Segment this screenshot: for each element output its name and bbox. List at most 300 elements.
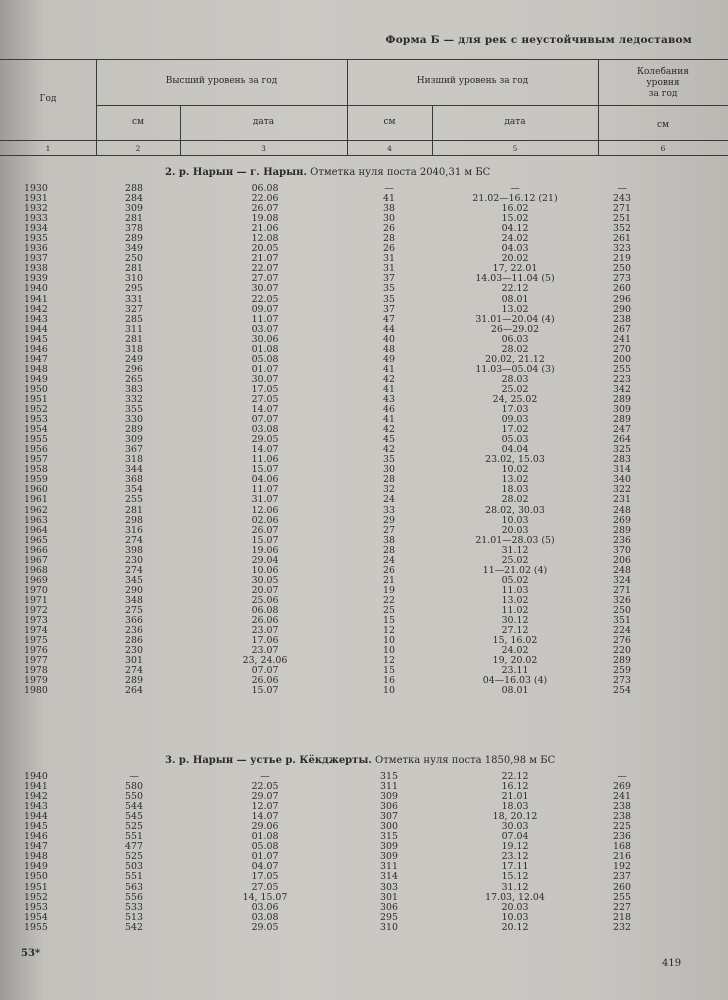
max-level-cm-cell: 301 (125, 655, 143, 667)
min-level-cm-cell: 41 (383, 363, 395, 375)
max-level-date-cell: 21.06 (251, 223, 279, 235)
min-level-date-cell: 20.02 (501, 253, 529, 265)
max-level-date-cell: 15.07 (251, 534, 279, 546)
max-level-cm-cell: 281 (125, 263, 143, 275)
max-level-date-cell: 05.08 (251, 841, 279, 853)
max-level-date-cell: 07.07 (251, 414, 279, 426)
amplitude-cm-cell: 241 (613, 333, 631, 345)
year-cell: 1935 (24, 233, 48, 245)
max-level-date-cell: 01.07 (251, 363, 279, 375)
min-level-cm-cell: 40 (383, 333, 395, 345)
max-level-date-cell: 06.08 (251, 183, 279, 194)
min-level-date-cell: 10.02 (501, 464, 529, 476)
max-level-cm-cell: 309 (125, 203, 143, 215)
min-level-cm-cell: 38 (383, 203, 395, 215)
min-level-cm-cell: 37 (383, 273, 395, 285)
max-level-date-cell: 11.07 (251, 484, 279, 496)
min-level-cm-cell: 26 (383, 243, 395, 255)
min-level-date-cell: 04.03 (501, 243, 529, 255)
max-level-cm-cell: 477 (125, 841, 143, 853)
year-cell: 1940 (24, 771, 48, 782)
min-level-date-cell: 16.02 (501, 203, 529, 215)
min-level-date-cell: 06.03 (501, 333, 529, 345)
max-level-date-cell: 23.07 (251, 645, 279, 657)
min-level-cm-cell: 295 (380, 911, 398, 923)
col-number: 6 (660, 144, 666, 153)
min-level-date-cell: 16.12 (501, 781, 529, 793)
max-level-cm-cell: 513 (125, 911, 143, 923)
max-level-date-cell: 23.07 (251, 625, 279, 637)
min-level-cm-cell: 29 (383, 514, 395, 526)
amplitude-cm-cell: 260 (613, 881, 631, 893)
min-level-cm-cell: 35 (383, 283, 395, 295)
year-cell: 1947 (24, 841, 48, 853)
min-level-date-cell: 15.12 (501, 871, 529, 883)
min-level-date-cell: 17.11 (501, 861, 529, 873)
min-level-cm-cell: 303 (380, 881, 398, 893)
max-level-date-cell: 11.07 (251, 313, 279, 325)
amplitude-cm-cell: 273 (613, 675, 631, 687)
min-level-date-cell: — (510, 183, 520, 194)
max-level-cm-cell: 354 (125, 484, 143, 496)
min-level-cm-cell: 12 (383, 625, 395, 637)
max-level-date-cell: 27.05 (251, 393, 279, 405)
year-cell: 1947 (24, 353, 48, 365)
amplitude-cm-cell: 227 (613, 901, 631, 913)
max-level-date-cell: 12.06 (251, 504, 279, 516)
year-cell: 1958 (24, 464, 48, 476)
min-level-date-cell: 04.04 (501, 444, 529, 456)
max-level-cm-cell: 398 (125, 544, 143, 556)
min-level-cm-cell: 49 (383, 353, 395, 365)
max-level-cm-cell: 281 (125, 213, 143, 225)
amplitude-cm-cell: 224 (613, 625, 631, 637)
max-level-cm-cell: 289 (125, 424, 143, 436)
max-level-cm-cell: 274 (125, 665, 143, 677)
year-cell: 1941 (24, 293, 48, 305)
amplitude-cm-cell: 216 (613, 851, 631, 863)
min-level-date-cell: 10.03 (501, 911, 529, 923)
min-level-date-cell: 22.12 (501, 771, 529, 782)
max-level-date-cell: 22.05 (251, 781, 279, 793)
year-cell: 1953 (24, 414, 48, 426)
year-cell: 1945 (24, 333, 48, 345)
min-level-date-cell: 15.02 (501, 213, 529, 225)
year-cell: 1954 (24, 911, 48, 923)
max-level-cm-cell: 281 (125, 333, 143, 345)
max-level-date-cell: 04.07 (251, 861, 279, 873)
min-level-cm-cell: — (384, 183, 394, 194)
max-level-date-cell: 04.06 (251, 474, 279, 486)
min-level-cm-cell: 311 (380, 861, 398, 873)
min-level-cm-cell: 311 (380, 781, 398, 793)
amplitude-cm-cell: 219 (613, 253, 631, 265)
max-level-date-cell: 17.05 (251, 871, 279, 883)
max-level-date-cell: 14.07 (251, 444, 279, 456)
min-level-date-cell: 04.12 (501, 223, 529, 235)
min-level-date-cell: 07.04 (501, 831, 529, 843)
min-level-date-cell: 22.12 (501, 283, 529, 295)
header-sm-min: см (383, 117, 396, 127)
col-divider (96, 59, 97, 155)
min-level-cm-cell: 15 (383, 665, 395, 677)
max-level-cm-cell: 274 (125, 564, 143, 576)
min-level-cm-cell: 41 (383, 414, 395, 426)
min-level-date-cell: 17.03, 12.04 (485, 891, 545, 903)
table-row (0, 923, 728, 933)
min-level-cm-cell: 22 (383, 594, 395, 606)
header-date-min: дата (504, 117, 526, 127)
amplitude-cm-cell: 340 (613, 474, 631, 486)
min-level-cm-cell: 35 (383, 293, 395, 305)
year-cell: 1964 (24, 524, 48, 536)
amplitude-cm-cell: 322 (613, 484, 631, 496)
min-level-date-cell: 31.01—20.04 (4) (475, 313, 555, 325)
amplitude-cm-cell: 238 (613, 801, 631, 813)
year-cell: 1980 (24, 685, 48, 697)
min-level-date-cell: 28.02, 30.03 (485, 504, 545, 516)
year-cell: 1962 (24, 504, 48, 516)
max-level-date-cell: 26.06 (251, 675, 279, 687)
min-level-date-cell: 20.03 (501, 524, 529, 536)
max-level-cm-cell: — (129, 771, 139, 782)
header-year: Год (39, 94, 57, 104)
max-level-date-cell: 23, 24.06 (242, 655, 288, 667)
max-level-date-cell: 11.06 (251, 454, 279, 466)
min-level-date-cell: 21.01 (501, 791, 529, 803)
max-level-cm-cell: 550 (125, 791, 143, 803)
min-level-date-cell: 18.03 (501, 801, 529, 813)
max-level-cm-cell: 580 (125, 781, 143, 793)
amplitude-cm-cell: 323 (613, 243, 631, 255)
min-level-date-cell: 13.02 (501, 474, 529, 486)
year-cell: 1971 (24, 594, 48, 606)
max-level-date-cell: 03.08 (251, 424, 279, 436)
min-level-cm-cell: 306 (380, 901, 398, 913)
max-level-date-cell: 14.07 (251, 404, 279, 416)
max-level-cm-cell: 330 (125, 414, 143, 426)
min-level-date-cell: 15, 16.02 (492, 635, 538, 647)
min-level-cm-cell: 31 (383, 263, 395, 275)
max-level-cm-cell: 366 (125, 615, 143, 627)
min-level-date-cell: 24.02 (501, 233, 529, 245)
min-level-cm-cell: 30 (383, 213, 395, 225)
max-level-cm-cell: 316 (125, 524, 143, 536)
min-level-cm-cell: 42 (383, 424, 395, 436)
year-cell: 1951 (24, 881, 48, 893)
max-level-date-cell: 15.07 (251, 464, 279, 476)
max-level-cm-cell: 275 (125, 604, 143, 616)
min-level-date-cell: 31.12 (501, 544, 529, 556)
max-level-cm-cell: 383 (125, 383, 143, 395)
max-level-date-cell: 17.05 (251, 383, 279, 395)
max-level-date-cell: 02.06 (251, 514, 279, 526)
min-level-cm-cell: 28 (383, 233, 395, 245)
min-level-cm-cell: 31 (383, 253, 395, 265)
col-number: 1 (45, 144, 51, 153)
amplitude-cm-cell: 237 (613, 871, 631, 883)
year-cell: 1966 (24, 544, 48, 556)
amplitude-cm-cell: 370 (613, 544, 631, 556)
max-level-cm-cell: 289 (125, 675, 143, 687)
year-cell: 1943 (24, 801, 48, 813)
min-level-date-cell: 11—21.02 (4) (482, 564, 548, 576)
max-level-cm-cell: 290 (125, 584, 143, 596)
amplitude-cm-cell: 231 (613, 494, 631, 506)
max-level-date-cell: 06.08 (251, 604, 279, 616)
header-sm-max: см (131, 117, 145, 127)
amplitude-cm-cell: 241 (613, 791, 631, 803)
min-level-date-cell: 30.12 (501, 615, 529, 627)
max-level-date-cell: 01.08 (251, 343, 279, 355)
year-cell: 1952 (24, 404, 48, 416)
year-cell: 1967 (24, 554, 48, 566)
amplitude-cm-cell: 314 (613, 464, 631, 476)
year-cell: 1970 (24, 584, 48, 596)
max-level-cm-cell: 284 (125, 193, 143, 205)
max-level-cm-cell: 544 (125, 801, 143, 813)
max-level-date-cell: 15.07 (251, 685, 279, 697)
amplitude-cm-cell: 255 (613, 891, 631, 903)
min-level-date-cell: 17.03 (501, 404, 529, 416)
header-bottom-rule (0, 155, 728, 156)
max-level-date-cell: 19.06 (251, 544, 279, 556)
min-level-date-cell: 14.03—11.04 (5) (475, 273, 555, 285)
max-level-cm-cell: 348 (125, 594, 143, 606)
max-level-cm-cell: 327 (125, 303, 143, 315)
year-cell: 1945 (24, 821, 48, 833)
year-cell: 1944 (24, 323, 48, 335)
signature-mark: 53* (21, 948, 41, 959)
min-level-cm-cell: 37 (383, 303, 395, 315)
year-cell: 1950 (24, 871, 48, 883)
year-cell: 1965 (24, 534, 48, 546)
min-level-cm-cell: 309 (380, 841, 398, 853)
year-cell: 1942 (24, 303, 48, 315)
max-level-cm-cell: 274 (125, 534, 143, 546)
year-cell: 1931 (24, 193, 48, 205)
amplitude-cm-cell: 218 (613, 911, 631, 923)
min-level-date-cell: 25.02 (501, 383, 529, 395)
min-level-cm-cell: 309 (380, 851, 398, 863)
amplitude-cm-cell: 243 (613, 193, 631, 205)
min-level-date-cell: 18, 20.12 (492, 811, 538, 823)
min-level-date-cell: 21.01—28.03 (5) (475, 534, 555, 546)
min-level-date-cell: 27.12 (501, 625, 529, 637)
header-amplitude-line3: за год (648, 89, 678, 99)
max-level-date-cell: 14.07 (251, 811, 279, 823)
min-level-cm-cell: 19 (383, 584, 395, 596)
max-level-date-cell: 26.07 (251, 203, 279, 215)
max-level-cm-cell: 311 (125, 323, 143, 335)
min-level-date-cell: 17.02 (501, 424, 529, 436)
amplitude-cm-cell: 324 (613, 574, 631, 586)
max-level-cm-cell: 309 (125, 434, 143, 446)
amplitude-cm-cell: 225 (613, 821, 631, 833)
header-amplitude-line2: уровня (646, 78, 680, 88)
amplitude-cm-cell: 270 (613, 343, 631, 355)
min-level-date-cell: 30.03 (501, 821, 529, 833)
min-level-cm-cell: 300 (380, 821, 398, 833)
max-level-cm-cell: 525 (125, 821, 143, 833)
amplitude-cm-cell: 238 (613, 811, 631, 823)
year-cell: 1973 (24, 615, 48, 627)
amplitude-cm-cell: 271 (613, 203, 631, 215)
amplitude-cm-cell: 342 (613, 383, 631, 395)
amplitude-cm-cell: — (617, 771, 627, 782)
amplitude-cm-cell: 273 (613, 273, 631, 285)
amplitude-cm-cell: 254 (613, 685, 631, 697)
amplitude-cm-cell: 236 (613, 831, 631, 843)
amplitude-cm-cell: 248 (613, 564, 631, 576)
year-cell: 1942 (24, 791, 48, 803)
col-number: 3 (261, 144, 266, 153)
min-level-cm-cell: 28 (383, 544, 395, 556)
year-cell: 1976 (24, 645, 48, 657)
min-level-date-cell: 26—29.02 (490, 323, 540, 335)
min-level-cm-cell: 35 (383, 454, 395, 466)
header-num-rule (0, 140, 728, 141)
col-number: 2 (135, 144, 141, 153)
max-level-cm-cell: 551 (125, 871, 143, 883)
max-level-cm-cell: 563 (125, 881, 143, 893)
header-sm-amp: см (656, 120, 670, 130)
amplitude-cm-cell: 168 (613, 841, 631, 853)
year-cell: 1937 (24, 253, 48, 265)
year-cell: 1961 (24, 494, 48, 506)
amplitude-cm-cell: 267 (613, 323, 631, 335)
min-level-date-cell: 05.03 (501, 434, 529, 446)
year-cell: 1948 (24, 851, 48, 863)
header-min-level: Низший уровень за год (416, 76, 529, 86)
amplitude-cm-cell: 250 (613, 604, 631, 616)
table-row (0, 686, 728, 696)
amplitude-cm-cell: 247 (613, 424, 631, 436)
min-level-cm-cell: 310 (380, 921, 398, 933)
min-level-cm-cell: 301 (380, 891, 398, 903)
amplitude-cm-cell: 223 (613, 373, 631, 385)
amplitude-cm-cell: 269 (613, 781, 631, 793)
max-level-cm-cell: 345 (125, 574, 143, 586)
max-level-date-cell: 22.06 (251, 193, 279, 205)
max-level-date-cell: 27.05 (251, 881, 279, 893)
amplitude-cm-cell: 289 (613, 414, 631, 426)
min-level-cm-cell: 24 (383, 554, 395, 566)
max-level-date-cell: 29.05 (251, 921, 279, 933)
max-level-date-cell: 03.08 (251, 911, 279, 923)
min-level-cm-cell: 46 (383, 404, 395, 416)
max-level-date-cell: 30.07 (251, 283, 279, 295)
max-level-cm-cell: 288 (125, 183, 143, 194)
amplitude-cm-cell: 269 (613, 514, 631, 526)
amplitude-cm-cell: 260 (613, 283, 631, 295)
max-level-date-cell: 22.05 (251, 293, 279, 305)
min-level-cm-cell: 27 (383, 524, 395, 536)
max-level-cm-cell: 250 (125, 253, 143, 265)
amplitude-cm-cell: 352 (613, 223, 631, 235)
max-level-cm-cell: 332 (125, 393, 143, 405)
max-level-date-cell: 27.07 (251, 273, 279, 285)
max-level-cm-cell: 264 (125, 685, 143, 697)
year-cell: 1948 (24, 363, 48, 375)
max-level-cm-cell: 367 (125, 444, 143, 456)
year-cell: 1978 (24, 665, 48, 677)
max-level-cm-cell: 551 (125, 831, 143, 843)
year-cell: 1949 (24, 373, 48, 385)
amplitude-cm-cell: 255 (613, 363, 631, 375)
min-level-cm-cell: 26 (383, 223, 395, 235)
min-level-cm-cell: 306 (380, 801, 398, 813)
year-cell: 1932 (24, 203, 48, 215)
amplitude-cm-cell: 264 (613, 434, 631, 446)
year-cell: 1946 (24, 831, 48, 843)
max-level-cm-cell: 318 (125, 343, 143, 355)
max-level-cm-cell: 331 (125, 293, 143, 305)
year-cell: 1934 (24, 223, 48, 235)
max-level-date-cell: 31.07 (251, 494, 279, 506)
max-level-cm-cell: 249 (125, 353, 143, 365)
max-level-date-cell: 29.07 (251, 791, 279, 803)
max-level-cm-cell: 318 (125, 454, 143, 466)
table-body-section-3 (0, 772, 728, 933)
max-level-cm-cell: 503 (125, 861, 143, 873)
max-level-date-cell: 19.08 (251, 213, 279, 225)
table-row (0, 284, 728, 294)
max-level-date-cell: 01.07 (251, 851, 279, 863)
min-level-date-cell: 13.02 (501, 303, 529, 315)
amplitude-cm-cell: 289 (613, 393, 631, 405)
amplitude-cm-cell: 248 (613, 504, 631, 516)
year-cell: 1977 (24, 655, 48, 667)
header-date-max: дата (252, 117, 275, 127)
col-divider (347, 59, 348, 155)
min-level-cm-cell: 28 (383, 474, 395, 486)
max-level-cm-cell: 344 (125, 464, 143, 476)
max-level-date-cell: 21.07 (251, 253, 279, 265)
max-level-date-cell: 22.07 (251, 263, 279, 275)
min-level-cm-cell: 26 (383, 564, 395, 576)
max-level-date-cell: 10.06 (251, 564, 279, 576)
amplitude-cm-cell: 200 (613, 353, 631, 365)
min-level-date-cell: 09.03 (501, 414, 529, 426)
year-cell: 1946 (24, 343, 48, 355)
year-cell: 1963 (24, 514, 48, 526)
min-level-cm-cell: 309 (380, 791, 398, 803)
min-level-cm-cell: 314 (380, 871, 398, 883)
max-level-date-cell: 29.06 (251, 821, 279, 833)
min-level-cm-cell: 12 (383, 655, 395, 667)
year-cell: 1957 (24, 454, 48, 466)
max-level-date-cell: 20.05 (251, 243, 279, 255)
col-number: 5 (512, 144, 518, 153)
min-level-date-cell: 13.02 (501, 594, 529, 606)
min-level-date-cell: 28.02 (501, 494, 529, 506)
min-level-date-cell: 31.12 (501, 881, 529, 893)
min-level-date-cell: 19.12 (501, 841, 529, 853)
form-title: Форма Б — для рек с неустойчивым ледоставом (385, 34, 692, 46)
max-level-date-cell: 12.08 (251, 233, 279, 245)
year-cell: 1944 (24, 811, 48, 823)
max-level-cm-cell: 295 (125, 283, 143, 295)
max-level-date-cell: 09.07 (251, 303, 279, 315)
max-level-date-cell: 07.07 (251, 665, 279, 677)
min-level-cm-cell: 44 (383, 323, 395, 335)
max-level-date-cell: 30.05 (251, 574, 279, 586)
min-level-date-cell: 20.03 (501, 901, 529, 913)
year-cell: 1956 (24, 444, 48, 456)
max-level-cm-cell: 286 (125, 635, 143, 647)
min-level-cm-cell: 43 (383, 393, 395, 405)
